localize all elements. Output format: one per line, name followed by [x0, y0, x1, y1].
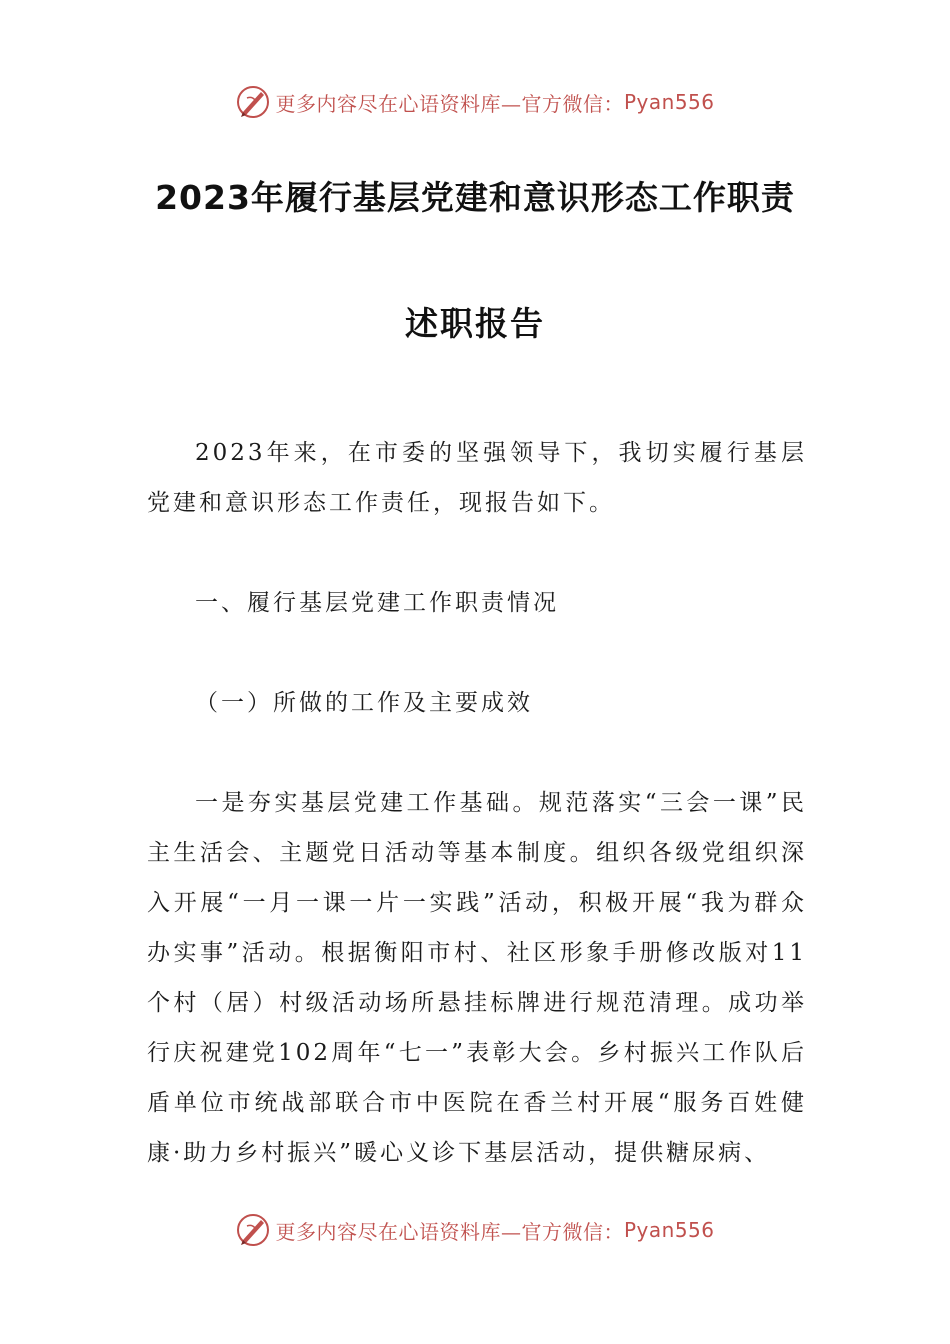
subsection-heading: （一）所做的工作及主要成效 [195, 690, 533, 716]
watermark-banner-top [0, 82, 950, 122]
document-title-line2: 述职报告 [405, 304, 545, 343]
intro-paragraph: 2023年来，在市委的坚强领导下，我切实履行基层党建和意识形态工作责任，现报告如下。 [147, 440, 807, 516]
body-paragraph: 一是夯实基层党建工作基础。规范落实“三会一课”民主生活会、主题党日活动等基本制度。组织各级党组织深入开展“一月一课一片一实践”活动，积极开展“我为群众办实事”活动。根据衡阳市村、社区形象手册修改版对11个村（居）村级活动场所悬挂标牌进行规范清理。成功举行庆祝建党102周年“七一”表彰大会。乡村振兴工作队后盾单位市统战部联合市中医院在香兰村开展“服务百姓健康·助力乡村振兴”暖心义诊下基层活动，提供糖尿病、 [147, 790, 807, 1166]
watermark-wechat-id: Pyan556 [623, 1218, 715, 1242]
pen-logo-icon [235, 1212, 271, 1248]
watermark-text: 更多内容尽在心语资料库—官方微信： [275, 91, 624, 116]
watermark-wechat-id: Pyan556 [623, 90, 715, 114]
pen-logo-icon [235, 84, 271, 120]
section-heading: 一、履行基层党建工作职责情况 [195, 590, 559, 616]
watermark-text: 更多内容尽在心语资料库—官方微信： [275, 1219, 624, 1244]
document-body [147, 428, 807, 1178]
watermark-banner-bottom [0, 1210, 950, 1250]
document-title-line1: 2023年履行基层党建和意识形态工作职责 [155, 178, 795, 217]
